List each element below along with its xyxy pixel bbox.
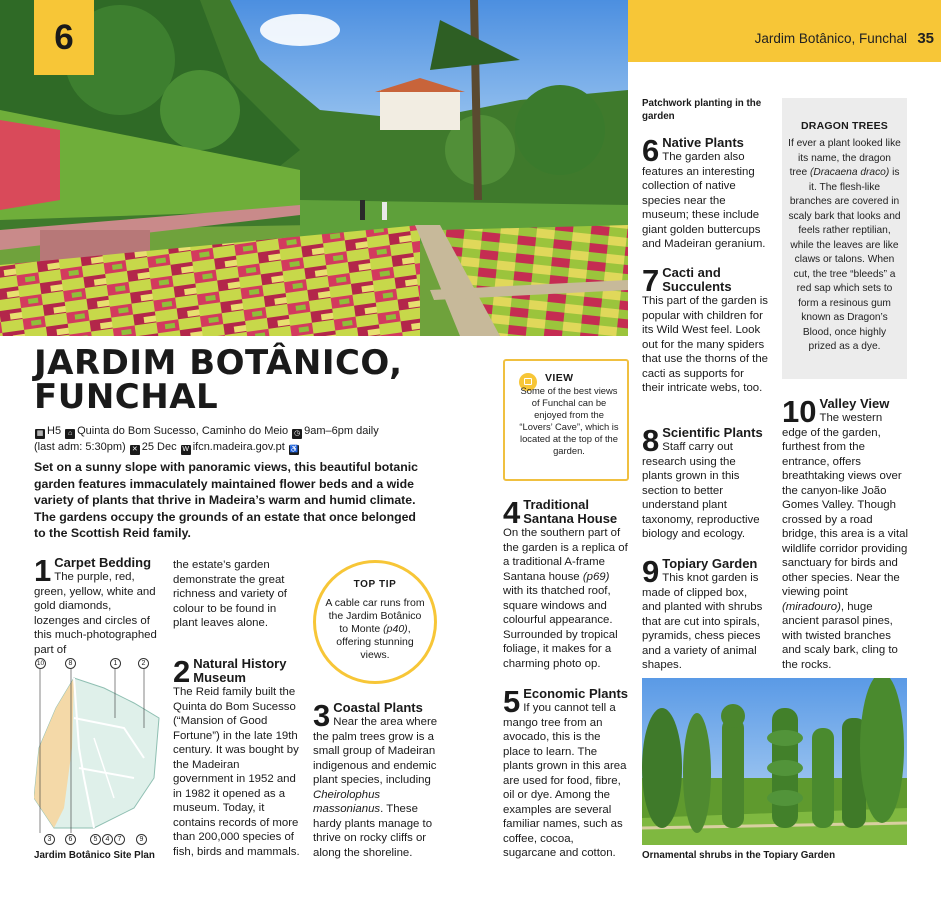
section-economic-plants (503, 684, 630, 861)
map-marker: 8 (65, 658, 76, 669)
section-heading: Coastal Plants (333, 700, 423, 715)
section-valley-view (782, 394, 908, 672)
map-marker: 4 (102, 834, 113, 845)
top-tip-title: TOP TIP (353, 579, 397, 590)
dragon-trees-sidebar (782, 98, 907, 379)
patchwork-caption: Patchwork planting in the garden (642, 98, 762, 122)
map-marker: 2 (138, 658, 149, 669)
section-carpet-bedding (34, 553, 158, 657)
running-head: Jardim Botânico, Funchal (754, 31, 907, 46)
site-plan-caption: Jardim Botânico Site Plan (34, 850, 155, 861)
topiary-garden-photo (642, 678, 907, 845)
section-heading: Traditional Santana House (523, 497, 618, 526)
map-marker: 9 (136, 834, 147, 845)
sidebar-text: If ever a plant looked like its name, the dragon tree (Dracaena draco) is it. The flesh-like branches are covered in scaly bark that looks and feels rather reptilian, while the leaves are like claws or talons. When cut, the tree “bleeds” a red sap which sets to form a resinous gum known as Dragon’s Blood, once highly prized as a dye. (788, 138, 901, 352)
section-heading: Cacti and Succulents (662, 265, 732, 294)
section-number: 9 (642, 554, 660, 589)
chapter-number-box: 6 (34, 0, 94, 75)
section-heading: Scientific Plants (662, 425, 763, 440)
section-text: The western edge of the garden, furthest from the entrance, offers breathtaking views over the canyon-like João Gomes Valley. Though crossed by a road bridge, this area is a vital wildlife corridor providing sanctuary for birds and other species. Near the viewing point (miradouro), huge ancient parasol pines, with twisted branches and scaly bark, cling to the rocks. (782, 412, 908, 671)
section-natural-history-museum (173, 654, 301, 859)
section-text: On the southern part of the garden is a replica of a traditional A-frame Santana house (p69) with its thatched roof, square windows and colourful appearance. Surrounded by tropical foliage, it makes for a charming photo op. (503, 527, 628, 670)
page-reference: (p40) (383, 623, 408, 635)
section-text: Near the area where the palm trees grow is a small group of Madeiran indigenous and endemic plant species, including Cheirolophus massonianus. These hardy plants manage to thrive on rocky cliffs or along the shoreline. (313, 716, 438, 859)
info-last-admission: (last adm: 5:30pm) (34, 440, 126, 453)
info-hours: 9am–6pm daily (304, 425, 379, 437)
map-marker: 7 (114, 834, 125, 845)
section-text: Staff carry out research using the plants grown in this section to better understand plant taxonomy, reproductive biology and ecology. (642, 441, 760, 540)
map-grid-icon: ▦ (36, 430, 44, 437)
hero-garden-photo (0, 0, 628, 336)
section-heading: Natural History Museum (193, 656, 287, 685)
view-text: Some of the best views of Funchal can be enjoyed from the “Lovers’ Cave”, which is located at the top of the garden. (519, 385, 619, 456)
section-coastal-plants (313, 698, 441, 860)
practical-info (34, 424, 474, 455)
top-tip-badge (313, 560, 437, 684)
section-number: 8 (642, 423, 660, 458)
section-scientific-plants (642, 423, 768, 542)
section-number: 6 (642, 133, 660, 168)
map-marker: 10 (36, 660, 45, 667)
title-line-1: JARDIM BOTÂNICO, (34, 343, 403, 383)
section-carpet-bedding-continued: the estate’s garden demonstrate the great richness and variety of colour to be found in plant leaves alone. (173, 559, 287, 629)
map-marker: 1 (110, 658, 121, 669)
section-number: 7 (642, 263, 660, 298)
map-marker: 3 (44, 834, 55, 845)
info-address: Quinta do Bom Sucesso, Caminho do Meio (77, 425, 289, 437)
web-icon: W (182, 445, 189, 453)
top-tip-text: A cable car runs from the Jardim Botânico to Monte (p40), offering stunning views. (325, 597, 425, 661)
address-icon: ⌂ (65, 429, 75, 439)
section-text: The Reid family built the Quinta do Bom Sucesso (“Mansion of Good Fortune”) in the late 19th century. It was bought by the Madeiran government in 1952 and in 1982 it opened as a museum. Today, it contains records of more than 200,000 species of fish, birds and mammals. (173, 686, 300, 858)
section-heading: Economic Plants (523, 686, 628, 701)
info-grid: H5 (47, 425, 62, 437)
section-heading: Carpet Bedding (54, 555, 152, 570)
section-number: 1 (34, 553, 52, 588)
section-topiary-garden (642, 554, 768, 673)
section-text: If you cannot tell a mango tree from an avocado, this is the place to learn. The plants grown in this area are used for food, fibre, oil or dye. Among the examples are several familiar names, such as coffee, cocoa, sugarcane and cotton. (503, 702, 627, 859)
view-box (503, 359, 629, 481)
map-marker: 6 (65, 834, 76, 845)
clock-icon: ◷ (294, 430, 301, 437)
section-number: 4 (503, 495, 521, 530)
info-closed: 25 Dec (141, 440, 177, 453)
accessibility-icon: ♿ (289, 445, 299, 453)
section-heading: Native Plants (662, 135, 744, 150)
view-title: VIEW (545, 372, 574, 384)
section-text: The purple, red, green, yellow, white and gold diamonds, lozenges and circles of this much-photographed part of (34, 571, 157, 656)
section-traditional-santana-house (503, 495, 630, 671)
section-number: 2 (173, 654, 191, 689)
map-marker: 5 (90, 834, 101, 845)
section-number: 10 (782, 394, 817, 429)
intro-paragraph: Set on a sunny slope with panoramic views, this beautiful botanic garden features immaculately maintained flower beds and a wide variety of plants that thrive in Madeira’s warm and humid climate. The gardens occupy the grounds of an estate that once belonged to the Scottish Reid family. (34, 460, 419, 540)
sidebar-title: DRAGON TREES (801, 120, 888, 132)
page-reference: (p69) (582, 570, 610, 583)
topiary-caption: Ornamental shrubs in the Topiary Garden (642, 850, 836, 861)
section-heading: Valley View (819, 396, 890, 411)
page-title (34, 343, 474, 417)
info-website[interactable]: ifcn.madeira.gov.pt (192, 440, 285, 453)
section-text: This part of the garden is popular with children for its Wild West feel. Look out for the many spiders that use the thorns of the cacti as supports for their intricate webs, too. (642, 295, 769, 394)
section-cacti-and-succulents (642, 263, 769, 396)
section-text: The garden also features an interesting collection of native species near the museum; these include giant golden buttercups and Madeiran geranium. (642, 151, 766, 250)
page-number: 35 (917, 30, 934, 47)
section-number: 5 (503, 684, 521, 719)
closed-icon: ✕ (130, 445, 140, 455)
site-plan-map (34, 658, 162, 844)
section-heading: Topiary Garden (662, 556, 758, 571)
section-number: 3 (313, 698, 331, 733)
title-line-2: FUNCHAL (34, 377, 219, 417)
section-native-plants (642, 133, 768, 252)
section-text: This knot garden is made of clipped box, and planted with shrubs that are cut into spirals, pyramids, chess pieces and a variety of animal shapes. (642, 572, 763, 671)
